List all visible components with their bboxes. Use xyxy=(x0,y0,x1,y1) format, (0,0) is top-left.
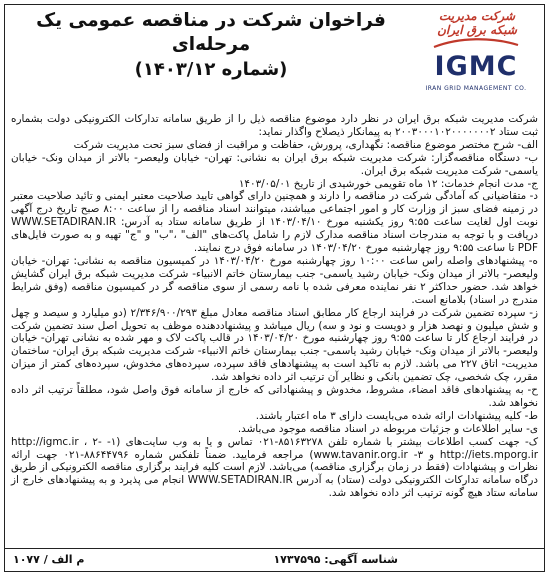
notice-body xyxy=(11,113,538,547)
intro-paragraph: شرکت مدیریت شبکه برق ایران در نظر دارد موضوع مناقصه ذیل را از طریق سامانه تدارکات الکترونیکی دولت بشماره ثبت ستاد ۲۰۰۳۰۰۰۱۰۲۰۰۰۰۰۰۰۲ به پیمانکار ذیصلاح واگذار نماید: xyxy=(11,113,538,138)
notice-id: شناسه آگهی: ۱۷۳۷۵۹۵ xyxy=(273,553,398,566)
title-block xyxy=(11,9,411,81)
logo-subtext: IRAN GRID MANAGEMENT CO. xyxy=(425,85,527,92)
item-jim: ج- مدت انجام خدمات: ۱۲ ماه تقویمی خورشیدی از تاریخ ۱۴۰۳/۰۵/۰۱ xyxy=(238,177,538,190)
page-reference: م الف / ۱۰۷۷ xyxy=(13,553,85,566)
company-logo xyxy=(416,7,540,107)
item-ye: ی- سایر اطلاعات و جزئیات مربوطه در اسناد مناقصه موجود می‌باشد. xyxy=(237,422,538,435)
footer xyxy=(5,548,544,571)
item-ze: ز- سپرده تضمین شرکت در فرایند ارجاع کار مطابق اسناد مناقصه معادل مبلغ ۲/۳۴۶/۹۰۰/۲۹۳ (دو میلیارد و سیصد و چهل و شش میلیون و نهصد هزار و دویست و نود و سه) ریال میباشد و پیشنهاددهنده موظف به تحویل اصل سند تضمین شرکت در فرایند ارجاع کار تا ساعت ۹:۵۵ روز چهارشنبه مورخ ۱۴۰۳/۰۴/۲۰ در قالب پاکت لاک و مهر شده به نشانی تهران- خیابان ولیعصر- بالاتر از میدان ونک- خیابان رشید یاسمی- جنب بیمارستان خاتم الانبیاء- شرکت مدیریت شبکه برق ایران- ساختمان مدیریت- اتاق ۲۲۷ می باشد. لازم به تاکید است به پیشنهادهای فاقد سپرده، سپرده‌های مخدوش، سپرده‌های کمتر از میزان مقرر، چک شخصی، چک تضمین بانکی و نظایر آن ترتیب اثر داده نخواهد شد. xyxy=(11,306,538,384)
logo-abbr: IGMC xyxy=(434,51,518,82)
header xyxy=(5,5,544,111)
logo-text xyxy=(418,9,536,37)
logo-text-line1: شرکت مدیریت xyxy=(438,9,516,23)
page-subtitle: (شماره ۱۴۰۳/۱۲) xyxy=(134,59,288,80)
item-dal: د- متقاضیانی که آمادگی شرکت در مناقصه را دارند و همچنین دارای گواهی تایید صلاحیت معتبر ایمنی و تائید صلاحیت معتبر در زمینه فضای سبز از وزارت کار و امور اجتماعی میباشند، میتوانند اسناد مناقصه را از ساعت ۸:۰۰ صبح تاریخ درج آگهی نوبت اول لغایت ساعت ۹:۵۵ روز یکشنبه مورخ ۱۴۰۳/۰۴/۱۰ از طریق سامانه ستاد به آدرس: WWW.SETADIRAN.IR دریافت و با توجه به مندرجات اسناد مناقصه مدارک لازم را شامل پاکت‌های "الف" ،"ب" و "ج" تهیه و به صورت فایل‌های PDF تا ساعت ۹:۵۵ روز چهارشنبه مورخ ۱۴۰۳/۰۴/۲۰ در سامانه فوق درج نمایند. xyxy=(11,190,538,255)
item-he2: ح- به پیشنهادهای فاقد امضاء، مشروط، مخدوش و پیشنهاداتی که خارج از سامانه فوق واصل شود، مطلقاً ترتیب اثر داده نخواهد شد. xyxy=(11,384,538,409)
item-ta: ط- کلیه پیشنهادات ارائه شده می‌بایست دارای ۳ ماه اعتبار باشند. xyxy=(255,409,538,422)
page-title: فراخوان شرکت در مناقصه عمومی یک مرحله‌ای xyxy=(36,10,386,55)
item-alef: الف- شرح مختصر موضوع مناقصه: نگهداری، پرورش، حفاظت و مراقبت از فضای سبز تحت مدیریت شرکت xyxy=(73,138,538,151)
logo-text-line2: شبکه برق ایران xyxy=(437,23,517,37)
item-kaf: ک- جهت کسب اطلاعات بیشتر با شماره تلفن ۸۵۱۶۳۲۷۸-۰۲۱ تماس و یا به وب سایت‌های (۱- http://igmc.ir ، ۲- http://iets.mporg.ir و ۳- www.tavanir.org.ir) مراجعه فرمایید. ضمناً تلفکس شماره ۸۸۶۴۴۷۹۶-۰۲۱ جهت ارائه نظرات و پیشنهادات (فقط در زمان برگزاری مناقصه) می‌باشد. لازم است کلیه فرایند برگزاری مناقصه الکترونیکی از طریق درگاه سامانه تدارکات الکترونیکی دولت (ستاد) به آدرس WWW.SETADIRAN.IR انجام می پذیرد و به پیشنهادهای خارج از سامانه ستاد هیچ گونه ترتیب اثر داده نخواهد شد. xyxy=(11,435,539,500)
item-be: ب- دستگاه مناقصه‌گزار: شرکت مدیریت شبکه برق ایران به نشانی: تهران- خیابان ولیعصر- بالاتر از میدان ونک- خیابان یاسمی- شرکت مدیریت شبکه برق ایران. xyxy=(11,151,538,177)
logo-swoosh-icon xyxy=(430,35,522,51)
item-he: ه- پیشنهادهای واصله راس ساعت ۱۰:۰۰ روز چهارشنبه مورخ ۱۴۰۳/۰۴/۲۰ در کمیسیون مناقصه به نشانی: تهران- خیابان ولیعصر- بالاتر از میدان ونک- خیابان رشید یاسمی- جنب بیمارستان خاتم الانبیاء- شرکت مدیریت شبکه برق ایران گشایش خواهد شد. حضور حداکثر ۲ نفر نماینده معرفی شده با نامه رسمی از سوی مناقصه گر در کمیسیون مناقصه (وفق شرایط مندرج در اسناد) بلامانع است. xyxy=(11,254,538,306)
notice-page xyxy=(4,4,545,572)
